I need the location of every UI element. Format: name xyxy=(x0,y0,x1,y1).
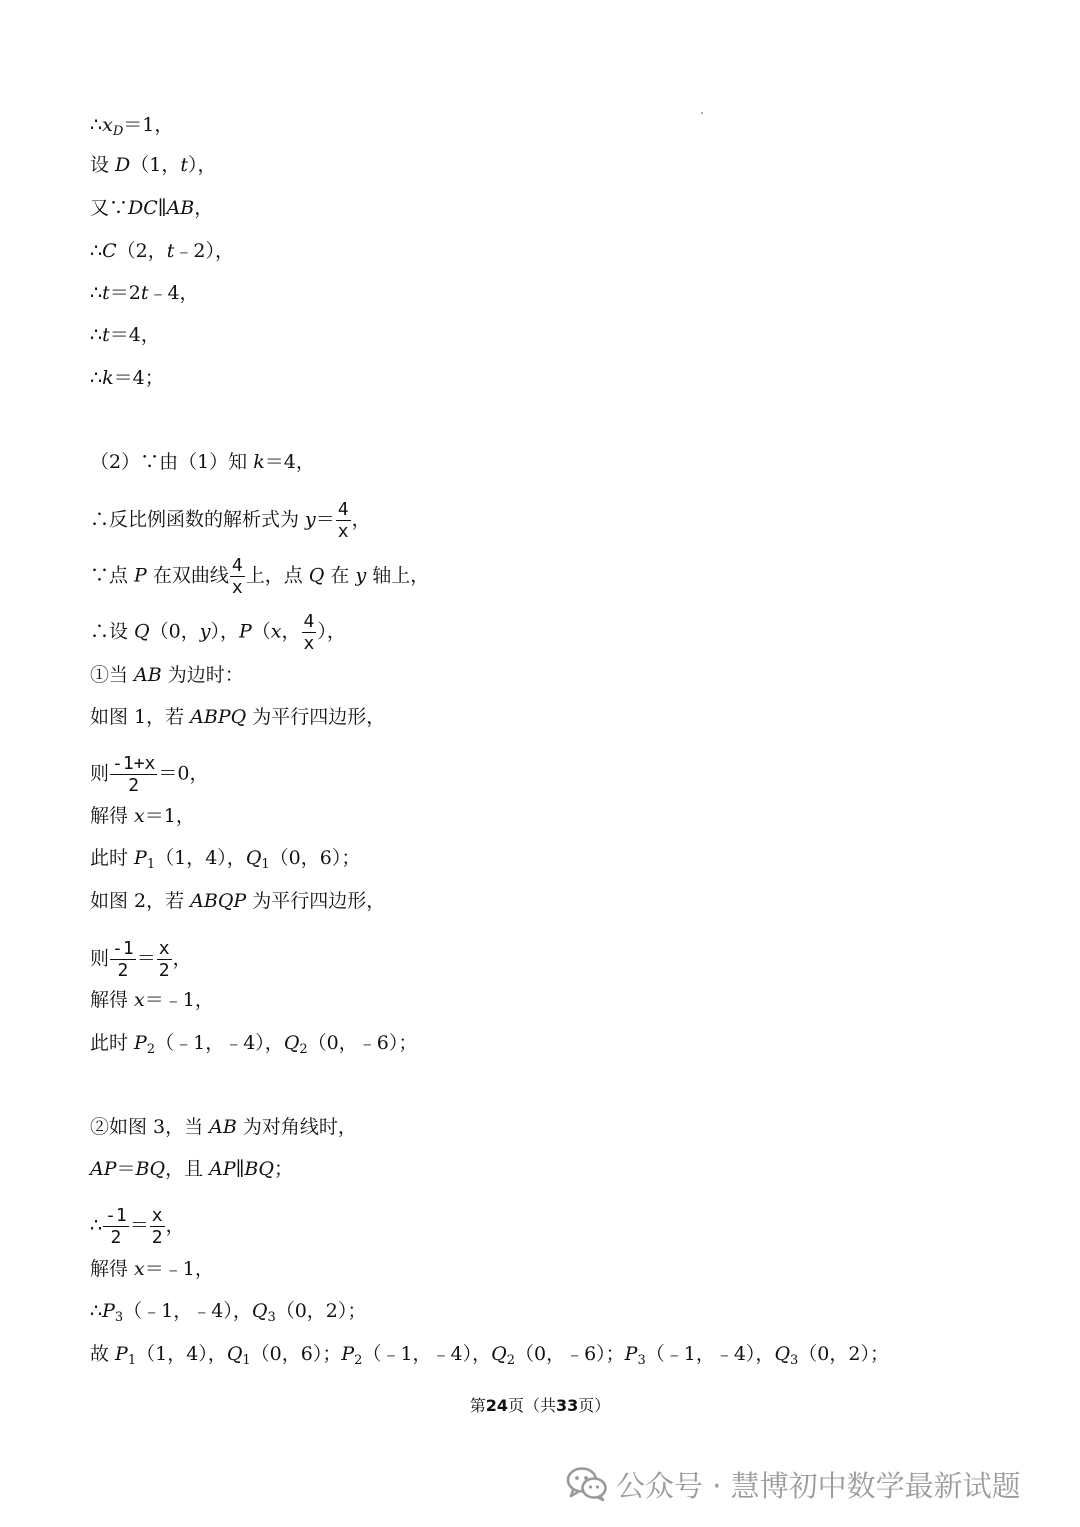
text-run: （ xyxy=(251,620,271,643)
footer-prefix: 第 xyxy=(469,1396,486,1415)
text-run: 为对角线时， xyxy=(236,1116,357,1138)
subscript: 1 xyxy=(261,857,270,872)
math-variable: Q xyxy=(226,1343,243,1365)
solution-line xyxy=(90,1156,293,1182)
text-run: （1，4）， xyxy=(155,847,246,869)
math-variable: x xyxy=(134,989,145,1011)
text-run: ﹣2）， xyxy=(174,240,234,262)
math-variable: t xyxy=(180,154,189,176)
total-pages: 33 xyxy=(556,1396,579,1415)
text-run: ∴ xyxy=(90,367,103,389)
subscript: 2 xyxy=(354,1353,363,1368)
math-variable: k xyxy=(253,451,265,473)
subscript: 2 xyxy=(299,1042,308,1057)
subscript: 3 xyxy=(637,1353,646,1368)
wechat-icon xyxy=(566,1466,608,1502)
fraction xyxy=(103,1205,129,1248)
text-run: ＝4， xyxy=(109,324,160,346)
math-variable: Q xyxy=(283,1032,300,1054)
solution-line xyxy=(90,938,192,981)
math-variable: P xyxy=(134,564,147,587)
math-variable: t xyxy=(166,240,175,262)
page-footer xyxy=(0,1393,1080,1416)
fraction-numerator: 4 xyxy=(303,611,315,632)
subscript: 3 xyxy=(114,1310,124,1325)
math-variable: Q xyxy=(308,564,325,587)
solution-line xyxy=(90,195,213,221)
text-run: 为边时： xyxy=(161,664,244,686)
text-run: （0，2）； xyxy=(798,1343,889,1365)
math-variable: P xyxy=(134,1032,147,1054)
footer-middle: 页（共 xyxy=(507,1396,556,1415)
watermark xyxy=(566,1462,1021,1506)
text-run: ； xyxy=(273,1158,293,1180)
math-variable: x xyxy=(134,805,145,827)
watermark-text: 公众号 · 慧博初中数学最新试题 xyxy=(616,1468,1021,1503)
fraction-denominator: x xyxy=(303,633,315,654)
text-run: ＝ xyxy=(129,1214,149,1237)
text-run: ∵点 xyxy=(90,564,135,587)
math-variable: AP xyxy=(209,1158,236,1180)
fraction-denominator: 2 xyxy=(151,1227,163,1248)
math-variable: y xyxy=(305,508,316,531)
fraction-denominator: 2 xyxy=(117,960,129,981)
subscript: 2 xyxy=(506,1353,515,1368)
text-run: ）， xyxy=(317,620,346,643)
text-run: ＝ xyxy=(315,508,335,531)
text-run: ∴ xyxy=(90,1214,103,1237)
math-variable: P xyxy=(624,1343,638,1365)
text-run: ＝4； xyxy=(113,367,164,389)
fraction xyxy=(230,555,245,598)
text-run: ①当 xyxy=(90,664,135,686)
math-variable: BQ xyxy=(135,1158,166,1180)
math-variable: y xyxy=(199,620,211,643)
solution-line xyxy=(90,987,214,1013)
math-variable: P xyxy=(341,1343,355,1365)
text-run: 如图 2，若 xyxy=(90,890,191,912)
text-run: （﹣1，﹣4）， xyxy=(123,1300,252,1322)
fraction-numerator: x xyxy=(158,938,170,959)
text-run: ∥ xyxy=(157,197,167,219)
solution-line xyxy=(90,888,385,914)
fraction-numerator: 4 xyxy=(337,499,349,520)
math-variable: D xyxy=(115,154,131,176)
text-run: （1，4）， xyxy=(136,1343,227,1365)
text-run: （0，﹣6）； xyxy=(514,1343,625,1365)
solution-line xyxy=(90,555,429,598)
math-variable: t xyxy=(102,324,110,346)
subscript: 1 xyxy=(127,1353,137,1368)
math-variable: x xyxy=(134,1258,145,1280)
subscript: 3 xyxy=(790,1353,799,1368)
text-run: 设 xyxy=(90,154,116,176)
text-run: ＝﹣1， xyxy=(144,989,214,1011)
fraction xyxy=(150,1205,165,1248)
text-run: ， xyxy=(172,947,192,970)
text-run: ＝2 xyxy=(109,282,141,304)
solution-line xyxy=(90,1030,417,1063)
text-run: （0，﹣6）； xyxy=(307,1032,418,1054)
math-variable: AP xyxy=(90,1158,117,1180)
subscript: 3 xyxy=(267,1310,276,1325)
text-run: 在 xyxy=(324,564,356,587)
text-run: 又∵ xyxy=(90,197,129,219)
subscript: D xyxy=(112,124,124,139)
fraction-numerator: 4 xyxy=(231,555,243,576)
solution-line xyxy=(90,611,346,654)
math-variable: Q xyxy=(245,847,262,869)
text-run: 此时 xyxy=(90,847,135,869)
text-run: ， xyxy=(351,508,371,531)
math-variable: Q xyxy=(491,1343,507,1365)
text-run: ＝1， xyxy=(123,114,174,136)
solution-line xyxy=(90,803,195,829)
text-run: 轴上， xyxy=(366,564,430,587)
math-variable: C xyxy=(102,240,117,262)
solution-line xyxy=(90,1298,366,1331)
footer-suffix: 页） xyxy=(578,1396,611,1415)
math-variable: k xyxy=(102,367,114,389)
fraction xyxy=(302,611,317,654)
solution-line xyxy=(90,704,385,730)
fraction-numerator: -1 xyxy=(112,938,134,959)
solution-line xyxy=(90,753,208,796)
text-run: ， xyxy=(281,620,301,643)
text-run: 解得 xyxy=(90,805,135,827)
text-run: ∴反比例函数的解析式为 xyxy=(90,508,306,531)
math-variable: y xyxy=(355,564,367,587)
text-run: ＝0， xyxy=(158,762,209,785)
text-run: 则 xyxy=(90,762,110,785)
solution-line xyxy=(90,365,164,391)
solution-line xyxy=(90,280,199,306)
text-run: （2， xyxy=(116,240,167,262)
solution-line xyxy=(90,112,173,145)
fraction-numerator: -1+x xyxy=(112,753,156,774)
text-run: ＝ xyxy=(116,1158,136,1180)
text-run: 为平行四边形， xyxy=(246,706,386,728)
text-run: ∥ xyxy=(235,1158,245,1180)
text-run: 故 xyxy=(90,1343,116,1365)
solution-line xyxy=(90,499,371,542)
text-run: ＝ xyxy=(136,947,156,970)
text-run: 如图 1，若 xyxy=(90,706,191,728)
math-variable: BQ xyxy=(244,1158,274,1180)
text-run: 解得 xyxy=(90,1258,135,1280)
text-run: 在双曲线 xyxy=(146,564,229,587)
math-variable: Q xyxy=(251,1300,268,1322)
text-run: ②如图 3，当 xyxy=(90,1116,210,1138)
text-run: 此时 xyxy=(90,1032,135,1054)
text-run: （﹣1，﹣4）， xyxy=(645,1343,775,1365)
math-variable: ABQP xyxy=(190,890,247,912)
text-run: ，且 xyxy=(165,1158,210,1180)
text-run: （1， xyxy=(130,154,181,176)
math-variable: Q xyxy=(774,1343,791,1365)
fraction xyxy=(110,938,136,981)
math-variable: x xyxy=(102,114,113,136)
text-run: ＝1， xyxy=(144,805,195,827)
fraction-numerator: -1 xyxy=(105,1205,127,1226)
text-run: ， xyxy=(194,197,214,219)
text-run: ＝4， xyxy=(264,451,315,473)
fraction-denominator: 2 xyxy=(158,960,170,981)
fraction xyxy=(157,938,172,981)
math-variable: P xyxy=(115,1343,128,1365)
text-run: ﹣4， xyxy=(148,282,199,304)
solution-line xyxy=(90,1114,357,1140)
solution-line xyxy=(90,1256,214,1282)
fraction xyxy=(336,499,351,542)
text-run: ）， xyxy=(210,620,239,643)
solution-line xyxy=(90,322,160,348)
math-variable: P xyxy=(238,620,252,643)
text-run: ∴ xyxy=(90,282,103,304)
solution-line xyxy=(90,1205,185,1248)
math-variable: t xyxy=(102,282,110,304)
solution-line xyxy=(90,845,360,878)
text-run: ∴ xyxy=(90,114,103,136)
text-run: ∴ xyxy=(90,240,103,262)
stray-mark xyxy=(701,112,703,114)
subscript: 2 xyxy=(146,1042,156,1057)
text-run: ∴ xyxy=(90,1300,103,1322)
text-run: 则 xyxy=(90,947,110,970)
math-variable: x xyxy=(270,620,282,643)
solution-line xyxy=(90,1341,889,1374)
math-variable: AB xyxy=(209,1116,237,1138)
fraction-denominator: 2 xyxy=(128,775,140,796)
text-run: 解得 xyxy=(90,989,135,1011)
fraction-denominator: x xyxy=(337,521,349,542)
text-run: ∴ xyxy=(90,324,103,346)
text-run: （﹣1，﹣4）， xyxy=(362,1343,492,1365)
page-number: 24 xyxy=(485,1396,508,1415)
fraction-denominator: x xyxy=(231,577,243,598)
fraction-numerator: x xyxy=(151,1205,163,1226)
text-run: （0，6）； xyxy=(250,1343,342,1365)
math-variable: P xyxy=(102,1300,115,1322)
solution-line xyxy=(90,449,315,475)
text-run: （0，2）； xyxy=(275,1300,367,1322)
text-run: （0，6）； xyxy=(269,847,361,869)
math-variable: AB xyxy=(134,664,162,686)
fraction-denominator: 2 xyxy=(110,1227,122,1248)
math-variable: ABPQ xyxy=(190,706,247,728)
subscript: 1 xyxy=(242,1353,251,1368)
solution-line xyxy=(90,662,244,688)
math-variable: P xyxy=(134,847,147,869)
text-run: ∴设 xyxy=(90,620,135,643)
text-run: ）， xyxy=(188,154,217,176)
text-run: ， xyxy=(165,1214,185,1237)
math-variable: DC xyxy=(128,197,158,219)
text-run: ＝﹣1， xyxy=(144,1258,214,1280)
subscript: 1 xyxy=(146,857,156,872)
text-run: （0， xyxy=(149,620,200,643)
text-run: （2）∵由（1）知 xyxy=(90,451,254,473)
math-variable: AB xyxy=(166,197,195,219)
text-run: （﹣1，﹣4）， xyxy=(155,1032,284,1054)
math-variable: Q xyxy=(134,620,150,643)
solution-line xyxy=(90,238,234,264)
math-variable: t xyxy=(140,282,149,304)
text-run: 上，点 xyxy=(245,564,309,587)
solution-line xyxy=(90,152,217,178)
text-run: 为平行四边形， xyxy=(246,890,386,912)
fraction xyxy=(110,753,157,796)
